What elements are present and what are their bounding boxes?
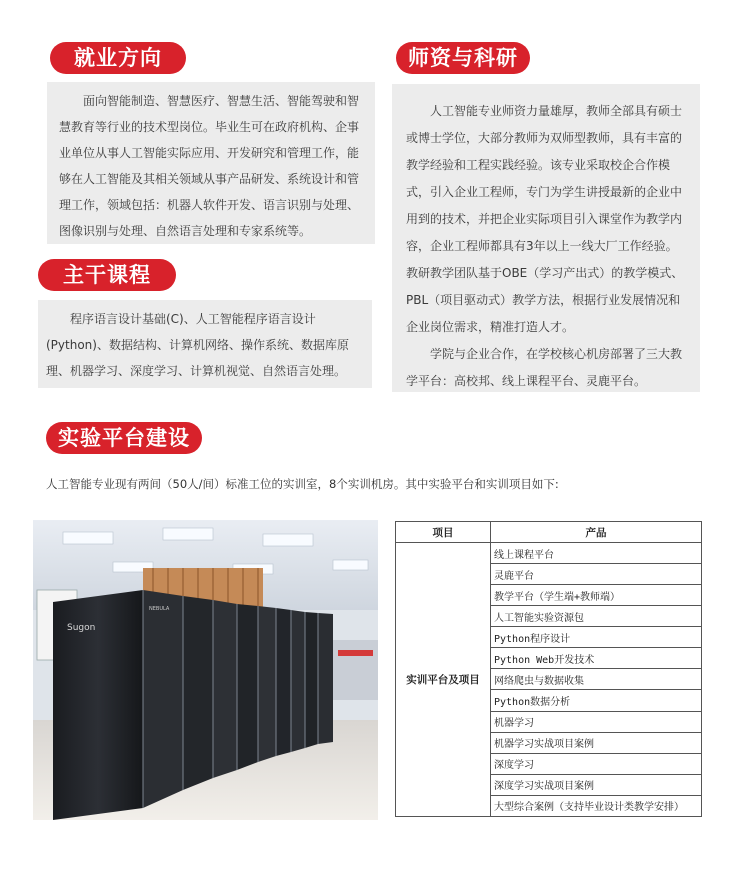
product-cell: 人工智能实验资源包 [491,606,702,627]
header-project: 项目 [396,522,491,543]
lab-heading: 实验平台建设 [46,422,202,454]
courses-paragraph: 程序语言设计基础(C)、人工智能程序语言设计(Python)、数据结构、计算机网络、操作系统、数据库原理、机器学习、深度学习、计算机视觉、自然语言处理。 [46,312,349,378]
product-cell: 线上课程平台 [491,543,702,564]
rack-model-label: NEBULA [149,606,170,612]
career-heading: 就业方向 [50,42,186,74]
career-text-box [47,82,375,244]
product-cell: 网络爬虫与数据收集 [491,669,702,690]
product-cell: Python Web开发技术 [491,648,702,669]
server-room-photo [33,520,378,820]
header-product: 产品 [491,522,702,543]
courses-text-box [38,300,372,388]
product-cell: Python数据分析 [491,690,702,711]
product-cell: 深度学习实战项目案例 [491,774,702,795]
lab-intro: 人工智能专业现有两间（50人/间）标准工位的实训室，8个实训机房。其中实验平台和实训项目如下: [46,477,559,491]
faculty-paragraph-1: 人工智能专业师资力量雄厚，教师全部具有硕士或博士学位，大部分教师为双师型教师，具有丰富的教学经验和工程实践经验。该专业采取校企合作模式，引入企业工程师，专门为学生讲授最新的企业中用到的技术，并把企业实际项目引入课堂作为教学内容，企业工程师都具有3年以上一线大厂工作经验。教研教学团队基于OBE（学习产出式）的教学模式、PBL（项目驱动式）教学方法，根据行业发展情况和企业岗位需求，精准打造人才。 [406,104,684,334]
product-cell: 灵鹿平台 [491,564,702,585]
career-paragraph: 面向智能制造、智慧医疗、智慧生活、智能驾驶和智慧教育等行业的技术型岗位。毕业生可在政府机构、企事业单位从事人工智能实际应用、开发研究和管理工作，能够在人工智能及其相关领域从事产品研发、系统设计和管理工作，领域包括：机器人软件开发、语言识别与处理、图像识别与处理、自然语言处理和专家系统等。 [59,94,360,238]
platform-table [395,521,702,817]
table-row [396,543,702,564]
faculty-heading: 师资与科研 [396,42,530,74]
product-cell: 机器学习 [491,711,702,732]
product-cell: 深度学习 [491,753,702,774]
rack-brand-label: Sugon [67,623,96,633]
product-cell: 大型综合案例（支持毕业设计类教学安排） [491,795,702,816]
faculty-text-box [392,84,700,392]
product-cell: 教学平台（学生端+教师端） [491,585,702,606]
table-header-row [396,522,702,543]
category-cell: 实训平台及项目 [396,543,491,817]
courses-heading: 主干课程 [38,259,176,291]
product-cell: 机器学习实战项目案例 [491,732,702,753]
faculty-paragraph-2: 学院与企业合作，在学校核心机房部署了三大教学平台：高校邦、线上课程平台、灵鹿平台。 [406,347,683,388]
product-cell: Python程序设计 [491,627,702,648]
